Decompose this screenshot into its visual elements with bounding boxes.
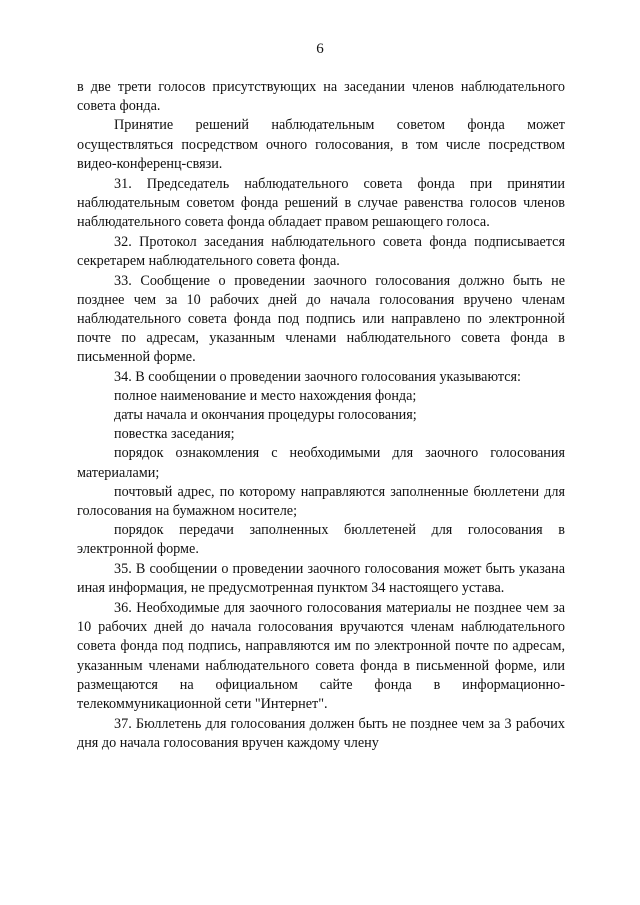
page-number: 6 — [316, 41, 324, 57]
paragraph-37: 37. Бюллетень для голосования должен быть не позднее чем за 3 рабочих дня до начала голосования вручен каждому члену — [77, 715, 565, 751]
list-item-dates: даты начала и окончания процедуры голосования; — [114, 406, 417, 423]
paragraph-decision-method: Принятие решений наблюдательным советом фонда может осуществляться посредством очного голосования, в том числе посредством видео-конференц-связи. — [77, 117, 565, 172]
paragraph-31: 31. Председатель наблюдательного совета фонда при принятии наблюдательным советом фонда решений в случае равенства голосов членов наблюдательного совета фонда обладает правом решающего голоса. — [77, 175, 565, 230]
document-body — [77, 78, 565, 753]
list-item-materials-procedure: порядок ознакомления с необходимыми для заочного голосования материалами; — [77, 445, 565, 481]
paragraph-vote-threshold: в две трети голосов присутствующих на заседании членов наблюдательного совета фонда. — [77, 79, 565, 115]
list-item-electronic-ballots: порядок передачи заполненных бюллетеней для голосования в электронной форме. — [77, 522, 565, 558]
list-item-full-name: полное наименование и место нахождения фонда; — [114, 387, 417, 404]
list-item-agenda: повестка заседания; — [114, 426, 235, 443]
paragraph-36: 36. Необходимые для заочного голосования материалы не позднее чем за 10 рабочих дней до начала голосования вручаются членам наблюдательного совета фонда под подпись, направляются им по электронной почте по адресам, указанным членами наблюдательного совета фонда в письменной форме, или размещаются на официальном сайте фонда в информационно-телекоммуникационной сети "Интернет". — [77, 599, 565, 712]
list-item-postal-address: почтовый адрес, по которому направляются заполненные бюллетени для голосования на бумажном носителе; — [77, 483, 565, 519]
paragraph-34: 34. В сообщении о проведении заочного голосования указываются: — [114, 368, 522, 385]
paragraph-35: 35. В сообщении о проведении заочного голосования может быть указана иная информация, не предусмотренная пунктом 34 настоящего устава. — [77, 561, 565, 597]
paragraph-33: 33. Сообщение о проведении заочного голосования должно быть не позднее чем за 10 рабочих дней до начала голосования вручено членам наблюдательного совета фонда под подпись или направлено по электронной почте по адресам, указанным членами наблюдательного совета фонда в письменной форме. — [77, 272, 565, 366]
paragraph-32: 32. Протокол заседания наблюдательного совета фонда подписывается секретарем наблюдательного совета фонда. — [77, 233, 565, 269]
